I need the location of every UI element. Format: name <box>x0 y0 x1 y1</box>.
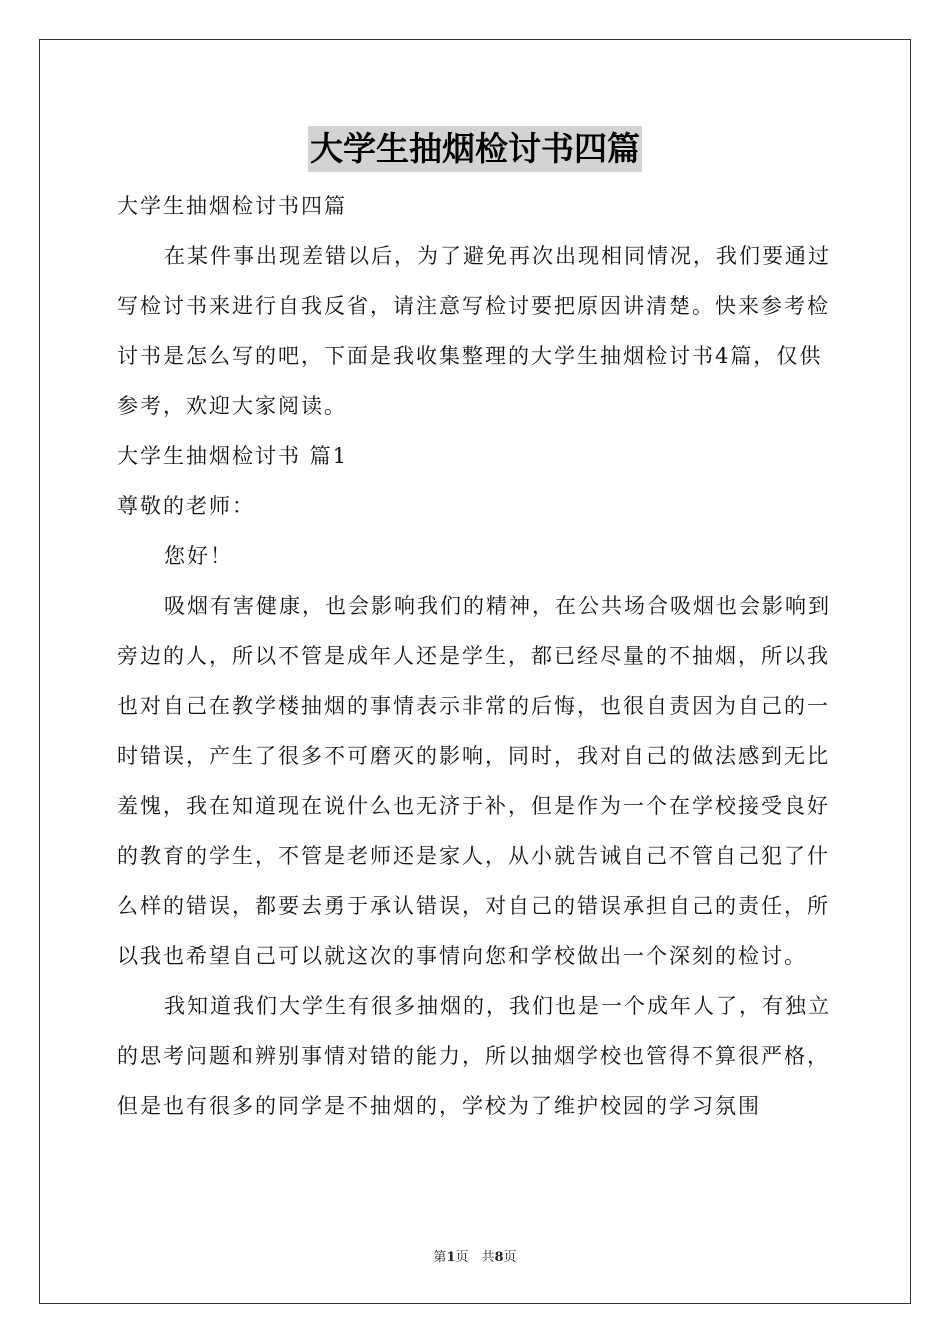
body-paragraph-2: 我知道我们大学生有很多抽烟的，我们也是一个成年人了，有独立的思考问题和辨别事情对错的能力，所以抽烟学校也管得不算很严格，但是也有很多的同学是不抽烟的，学校为了维护校园的学习氛围 <box>117 994 831 1118</box>
title-area <box>0 126 950 172</box>
page-footer <box>0 1246 950 1265</box>
salutation: 尊敬的老师： <box>117 494 255 518</box>
footer-page-total: 8 <box>494 1250 504 1265</box>
footer-page-current: 1 <box>446 1250 456 1265</box>
footer-page-prefix: 第 <box>433 1250 447 1265</box>
footer-page-suffix: 页 <box>503 1250 517 1265</box>
subtitle: 大学生抽烟检讨书四篇 <box>117 194 347 218</box>
document-title: 大学生抽烟检讨书四篇 <box>308 126 642 172</box>
document-body <box>117 181 839 1131</box>
section-heading: 大学生抽烟检讨书 篇1 <box>117 444 349 468</box>
footer-page-mid: 页 共 <box>455 1250 495 1265</box>
greeting: 您好！ <box>164 544 233 568</box>
intro-paragraph: 在某件事出现差错以后，为了避免再次出现相同情况，我们要通过写检讨书来进行自我反省，请注意写检讨要把原因讲清楚。快来参考检讨书是怎么写的吧，下面是我收集整理的大学生抽烟检讨书4篇，仅供参考，欢迎大家阅读。 <box>117 244 831 418</box>
body-paragraph-1: 吸烟有害健康，也会影响我们的精神，在公共场合吸烟也会影响到旁边的人，所以不管是成年人还是学生，都已经尽量的不抽烟，所以我也对自己在教学楼抽烟的事情表示非常的后悔，也很自责因为自己的一时错误，产生了很多不可磨灭的影响，同时，我对自己的做法感到无比羞愧，我在知道现在说什么也无济于补，但是作为一个在学校接受良好的教育的学生，不管是老师还是家人，从小就告诫自己不管自己犯了什么样的错误，都要去勇于承认错误，对自己的错误承担自己的责任，所以我也希望自己可以就这次的事情向您和学校做出一个深刻的检讨。 <box>117 594 831 968</box>
